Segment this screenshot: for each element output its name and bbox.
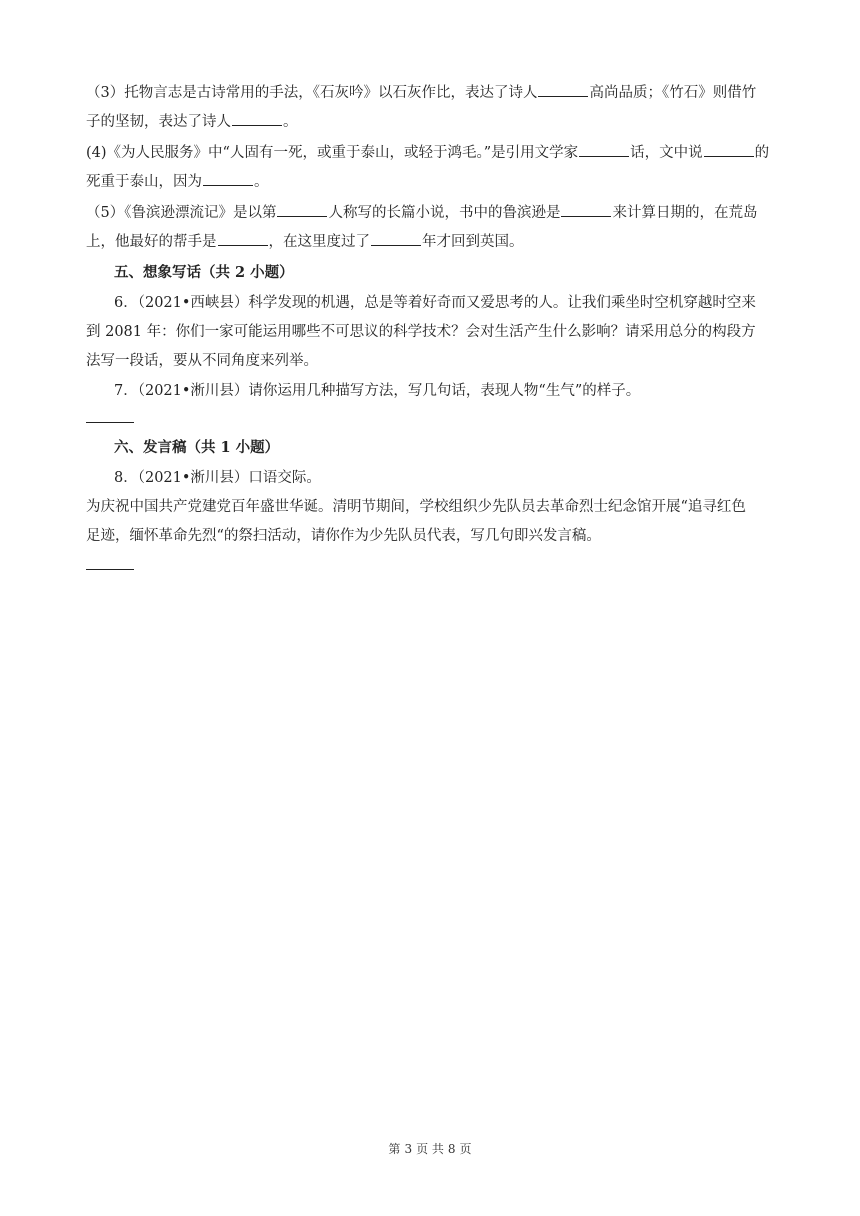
question-4-line-2 [86, 171, 786, 192]
q5-text-1: （5）《鲁滨逊漂流记》是以第 [86, 205, 277, 221]
q4-text-5: 。 [254, 174, 269, 190]
q5-text-5: ，在这里度过了 [268, 234, 370, 250]
q5-text-3: 来计算日期的，在荒岛 [612, 205, 758, 221]
question-8-heading: 8．（2021•淅川县）口语交际。 [114, 470, 321, 486]
question-5-line-2 [86, 231, 786, 252]
q3-text-2: 高尚品质；《竹石》则借竹 [589, 85, 757, 101]
q5-text-2: 人称写的长篇小说，书中的鲁滨逊是 [328, 205, 561, 221]
question-4-line-1 [86, 142, 786, 163]
answer-blank[interactable] [232, 111, 282, 126]
q3-text-1: （3）托物言志是古诗常用的手法，《石灰吟》以石灰作比，表达了诗人 [86, 85, 538, 101]
question-5-line-1 [86, 202, 786, 223]
section-6-title: 六、发言稿（共 1 小题） [114, 439, 280, 456]
answer-blank[interactable] [371, 231, 421, 246]
question-6-line-1: 6．（2021•西峡县）科学发现的机遇，总是等着好奇而又爱思考的人。让我们乘坐时空机穿越时空来 [114, 295, 756, 311]
footer-mid: 页 共 [416, 1142, 444, 1156]
answer-line[interactable] [86, 569, 134, 570]
q3-text-3: 子的坚韧，表达了诗人 [86, 114, 231, 130]
question-6-line-3: 法写一段话，要从不同角度来列举。 [86, 353, 318, 369]
q3-text-4: 。 [283, 114, 298, 130]
page-number: 3 [404, 1142, 413, 1156]
total-pages: 8 [447, 1142, 456, 1156]
q4-text-3: 的 [754, 145, 770, 161]
answer-blank[interactable] [561, 202, 611, 217]
question-8-line-2: 足迹，缅怀革命先烈“的祭扫活动，请你作为少先队员代表，写几句即兴发言稿。 [86, 528, 601, 544]
q5-text-4: 上，他最好的帮手是 [86, 234, 217, 250]
answer-blank[interactable] [538, 82, 588, 97]
answer-line[interactable] [86, 422, 134, 423]
footer-suffix: 页 [459, 1142, 472, 1156]
question-6-line-2: 到 2081 年：你们一家可能运用哪些不可思议的科学技术？会对生活产生什么影响？请采用总分的构段方 [86, 324, 756, 340]
footer-prefix: 第 [388, 1142, 401, 1156]
answer-blank[interactable] [277, 202, 327, 217]
q4-text-1: (4)《为人民服务》中“人固有一死，或重于泰山，或轻于鸿毛。”是引用文学家 [86, 145, 579, 161]
answer-blank[interactable] [203, 171, 253, 186]
question-3-line-2 [86, 111, 786, 132]
q4-text-2: 话，文中说 [630, 145, 703, 161]
page-footer [0, 1140, 860, 1157]
answer-blank[interactable] [579, 142, 629, 157]
question-3-line-1 [86, 82, 786, 103]
question-7-text: 7．（2021•淅川县）请你运用几种描写方法，写几句话，表现人物“生气”的样子。 [114, 383, 641, 399]
q4-text-4: 死重于泰山，因为 [86, 174, 202, 190]
section-5-title: 五、想象写话（共 2 小题） [114, 264, 294, 281]
answer-blank[interactable] [704, 142, 754, 157]
answer-blank[interactable] [218, 231, 268, 246]
question-8-line-1: 为庆祝中国共产党建党百年盛世华诞。清明节期间，学校组织少先队员去革命烈士纪念馆开展“追寻红色 [86, 499, 746, 515]
q5-text-6: 年才回到英国。 [422, 234, 524, 250]
